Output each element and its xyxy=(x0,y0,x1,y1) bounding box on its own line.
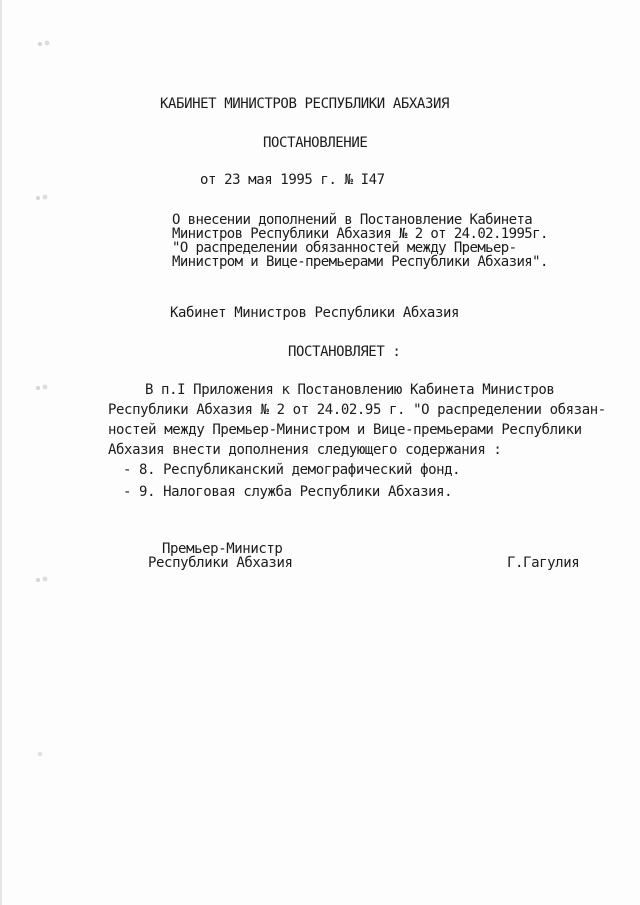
punch-hole-mark xyxy=(36,38,52,50)
signatory-title-line-1: Премьер-Министр xyxy=(162,541,283,557)
paragraph-line-1: В п.I Приложения к Постановлению Кабинета Министров xyxy=(145,382,555,398)
page-edge xyxy=(0,0,2,905)
list-item: - 9. Налоговая служба Республики Абхазия. xyxy=(123,484,453,500)
decree-word: ПОСТАНОВЛЯЕТ : xyxy=(288,344,401,360)
punch-hole-mark xyxy=(34,748,50,760)
document-date-number: от 23 мая 1995 г. № I47 xyxy=(200,172,385,188)
cabinet-title: КАБИНЕТ МИНИСТРОВ РЕСПУБЛИКИ АБХАЗИЯ xyxy=(160,96,450,112)
subject-line-3: "О распределении обязанностей между Премьер- xyxy=(172,240,517,256)
list-item: - 8. Республиканский демографический фонд. xyxy=(123,462,461,478)
subject-line-4: Министром и Вице-премьерами Республики Абхазия". xyxy=(172,254,548,270)
punch-hole-mark xyxy=(34,382,50,394)
subject-line-1: О внесении дополнений в Постановление Кабинета xyxy=(172,212,533,228)
punch-hole-mark xyxy=(34,192,50,204)
paragraph-line-4: Абхазия внести дополнения следующего содержания : xyxy=(108,442,502,458)
punch-hole-mark xyxy=(34,574,50,586)
paragraph-line-2: Республики Абхазия № 2 от 24.02.95 г. "О распределении обязан- xyxy=(108,402,606,418)
signatory-name: Г.Гагулия xyxy=(507,555,580,571)
document-type: ПОСТАНОВЛЕНИЕ xyxy=(263,135,368,151)
signatory-title-line-2: Республики Абхазия xyxy=(148,555,293,571)
paragraph-line-3: ностей между Премьер-Министром и Вице-премьерами Республики xyxy=(108,422,582,438)
subject-line-2: Министров Республики Абхазия № 2 от 24.02.1995г. xyxy=(172,226,548,242)
issuer-line: Кабинет Министров Республики Абхазия xyxy=(170,305,460,321)
